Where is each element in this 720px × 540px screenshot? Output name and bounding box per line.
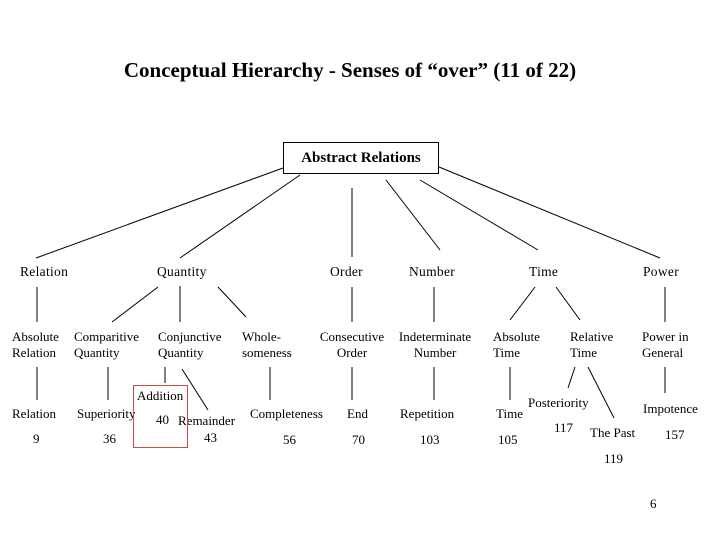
category-power: Power: [643, 264, 679, 279]
node-wholesomeness-line1: Whole-: [242, 329, 281, 344]
leaf-time-number: 105: [498, 432, 518, 447]
node-conjunctive-quantity-line2: Quantity: [158, 345, 204, 360]
node-absolute-time-line1: Absolute: [493, 329, 540, 344]
leaf-the-past-number: 119: [604, 451, 624, 466]
node-indeterminate-number-line1: Indeterminate: [398, 329, 472, 344]
node-comparitive-quantity-line1: Comparitive: [74, 329, 139, 344]
leaf-posteriority-number: 117: [554, 420, 574, 435]
leaf-repetition-label: Repetition: [400, 406, 455, 421]
node-power-in-general-line2: General: [642, 345, 684, 360]
leaf-remainder-label: Remainder: [178, 413, 236, 428]
node-consecutive-order-line1: Consecutive: [319, 329, 385, 344]
leaf-addition-number: 40: [156, 412, 169, 427]
node-comparitive-quantity: [74, 329, 139, 361]
node-conjunctive-quantity-line1: Conjunctive: [158, 329, 222, 344]
edge-root-time: [420, 180, 538, 250]
leaf-completeness-number: 56: [283, 432, 296, 447]
leaf-superiority-number: 36: [103, 431, 116, 446]
category-time: Time: [529, 264, 559, 279]
node-relative-time-line2: Time: [570, 345, 597, 360]
node-indeterminate-number-line2: Number: [413, 345, 457, 360]
edge-root-quantity: [180, 175, 300, 258]
node-absolute-relation: [12, 329, 59, 361]
leaf-superiority-label: Superiority: [77, 406, 136, 421]
diagram-title: Conceptual Hierarchy - Senses of “over” (11 of 22): [123, 58, 577, 82]
category-relation: Relation: [20, 264, 69, 279]
leaf-end-label: End: [347, 406, 368, 421]
edge-root-relation: [36, 168, 283, 258]
leaf-relation-number: 9: [33, 431, 40, 446]
node-conjunctive-quantity: [158, 329, 222, 361]
node-wholesomeness-line2: someness: [242, 345, 292, 360]
edge-root-number: [386, 180, 440, 250]
leaf-impotence-number: 157: [665, 427, 685, 442]
node-comparitive-quantity-line2: Quantity: [74, 345, 120, 360]
node-consecutive-order: [314, 329, 390, 361]
category-order: Order: [330, 264, 363, 279]
category-number: Number: [409, 264, 456, 279]
leaf-time-label: Time: [496, 406, 523, 421]
edge-quantity-whole: [218, 287, 246, 317]
edge-time-abstime: [510, 287, 535, 320]
node-wholesomeness: [242, 329, 292, 361]
node-power-in-general: [642, 329, 689, 361]
leaf-remainder-number: 43: [204, 430, 217, 445]
leaf-impotence-label: Impotence: [643, 401, 698, 416]
node-absolute-time-line2: Time: [493, 345, 520, 360]
root-node: Abstract Relations: [283, 142, 439, 174]
node-absolute-time: [493, 329, 540, 361]
node-absolute-relation-line2: Relation: [12, 345, 57, 360]
node-power-in-general-line1: Power in: [642, 329, 689, 344]
node-consecutive-order-line2: Order: [336, 345, 368, 360]
node-absolute-relation-line1: Absolute: [12, 329, 59, 344]
leaf-posteriority-label: Posteriority: [528, 395, 589, 410]
leaf-addition-label: Addition: [137, 388, 184, 403]
leaf-repetition-number: 103: [420, 432, 440, 447]
node-relative-time: [570, 329, 613, 361]
node-relative-time-line1: Relative: [570, 329, 614, 344]
highlight-box: [133, 385, 188, 448]
leaf-end-number: 70: [352, 432, 365, 447]
leaf-the-past-label: The Past: [590, 425, 636, 440]
edge-reltime-posteriority: [568, 367, 575, 388]
edge-quantity-comparitive: [112, 287, 158, 322]
edge-time-reltime: [556, 287, 580, 320]
category-quantity: Quantity: [157, 264, 207, 279]
node-indeterminate-number: [391, 329, 479, 361]
leaf-completeness-label: Completeness: [250, 406, 323, 421]
edge-root-power: [439, 167, 660, 258]
edge-reltime-thepast: [588, 367, 614, 418]
page-number: 6: [650, 496, 657, 511]
leaf-relation-label: Relation: [12, 406, 57, 421]
